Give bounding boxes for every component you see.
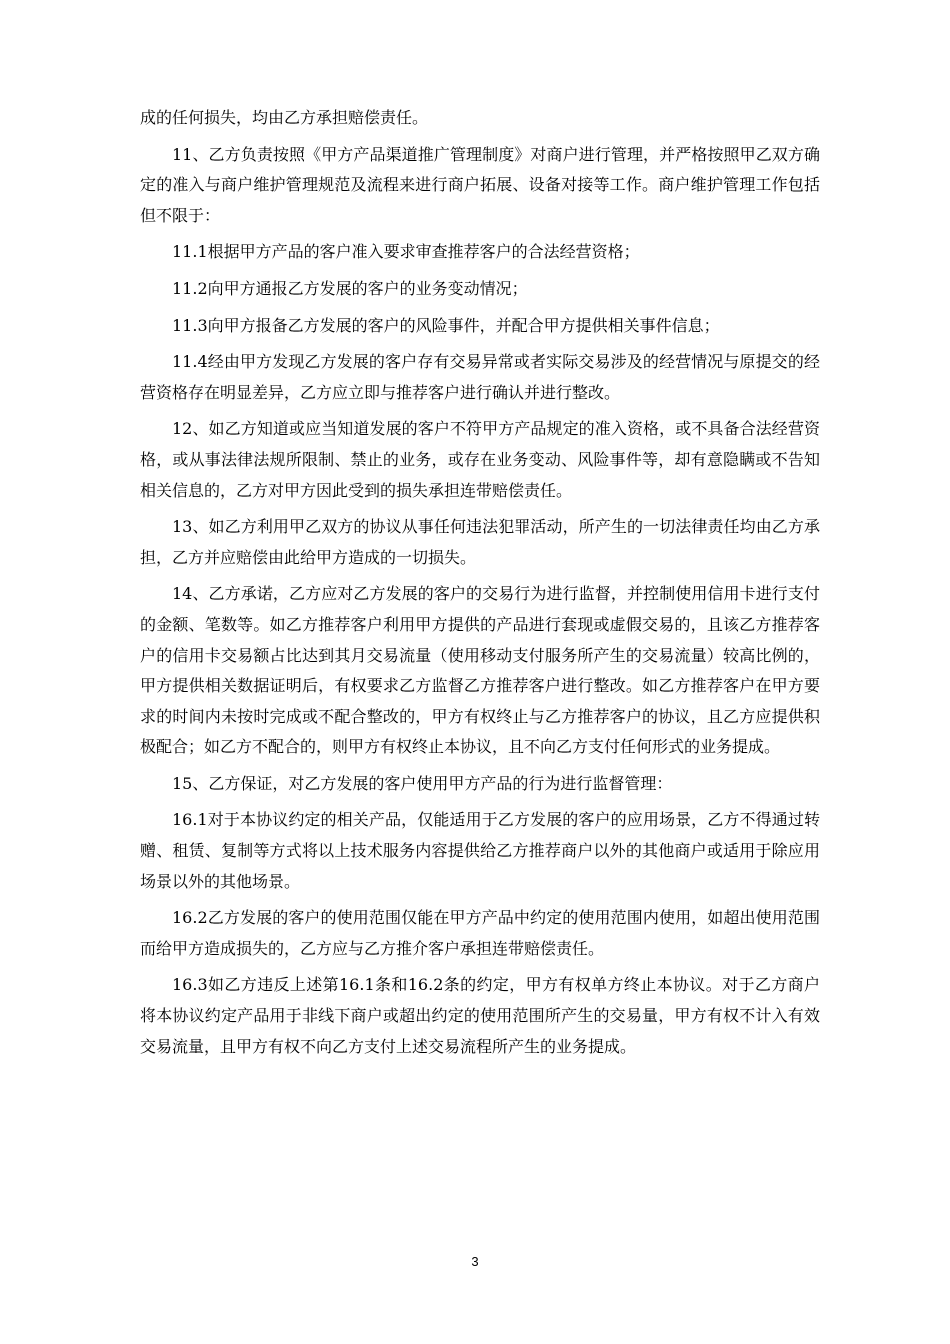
page-number: 3 [471, 1254, 479, 1269]
paragraph-clause-11-2: 11.2向甲方通报乙方发展的客户的业务变动情况； [172, 278, 528, 298]
paragraph-clause-15: 15、乙方保证，对乙方发展的客户使用甲方产品的行为进行监督管理： [172, 773, 673, 793]
paragraph-clause-14: 14、乙方承诺，乙方应对乙方发展的客户的交易行为进行监督，并控制使用信用卡进行支付的金额、笔数等。如乙方推荐客户利用甲方提供的产品进行套现或虚假交易的，且该乙方推荐客户的信用卡交易额占比达到其月交易流量（使用移动支付服务所产生的交易流量）较高比例的，甲方提供相关数据证明后，有权要求乙方监督乙方推荐客户进行整改。如乙方推荐客户在甲方要求的时间内未按时完成或不配合整改的，甲方有权终止与乙方推荐客户的协议，且乙方应提供积极配合；如乙方不配合的，则甲方有权终止本协议，且不向乙方支付任何形式的业务提成。 [140, 584, 820, 757]
paragraph-clause-16-2: 16.2乙方发展的客户的使用范围仅能在甲方产品中约定的使用范围内使用，如超出使用范围而给甲方造成损失的，乙方应与乙方推介客户承担连带赔偿责任。 [140, 908, 820, 958]
paragraph-clause-11-3: 11.3向甲方报备乙方发展的客户的风险事件，并配合甲方提供相关事件信息； [172, 315, 720, 335]
paragraph-continuation: 成的任何损失，均由乙方承担赔偿责任。 [140, 108, 429, 127]
paragraph-clause-13: 13、如乙方利用甲乙双方的协议从事任何违法犯罪活动，所产生的一切法律责任均由乙方承担，乙方并应赔偿由此给甲方造成的一切损失。 [140, 517, 820, 567]
paragraph-clause-16-3: 16.3如乙方违反上述第16.1条和16.2条的约定，甲方有权单方终止本协议。对于乙方商户将本协议约定产品用于非线下商户或超出约定的使用范围所产生的交易量，甲方有权不计入有效交易流量，且甲方有权不向乙方支付上述交易流程所产生的业务提成。 [140, 975, 820, 1056]
paragraph-clause-16-1: 16.1对于本协议约定的相关产品，仅能适用于乙方发展的客户的应用场景，乙方不得通过转赠、租赁、复制等方式将以上技术服务内容提供给乙方推荐商户以外的其他商户或适用于除应用场景以外的其他场景。 [140, 810, 820, 891]
paragraph-clause-12: 12、如乙方知道或应当知道发展的客户不符甲方产品规定的准入资格，或不具备合法经营资格，或从事法律法规所限制、禁止的业务，或存在业务变动、风险事件等，却有意隐瞒或不告知相关信息的，乙方对甲方因此受到的损失承担连带赔偿责任。 [140, 419, 820, 500]
paragraph-clause-11: 11、乙方负责按照《甲方产品渠道推广管理制度》对商户进行管理，并严格按照甲乙双方确定的准入与商户维护管理规范及流程来进行商户拓展、设备对接等工作。商户维护管理工作包括但不限于： [140, 144, 820, 225]
paragraph-clause-11-4: 11.4经由甲方发现乙方发展的客户存有交易异常或者实际交易涉及的经营情况与原提交的经营资格存在明显差异，乙方应立即与推荐客户进行确认并进行整改。 [140, 352, 820, 402]
paragraph-clause-11-1: 11.1根据甲方产品的客户准入要求审查推荐客户的合法经营资格； [172, 242, 640, 262]
document-body [140, 103, 820, 1068]
